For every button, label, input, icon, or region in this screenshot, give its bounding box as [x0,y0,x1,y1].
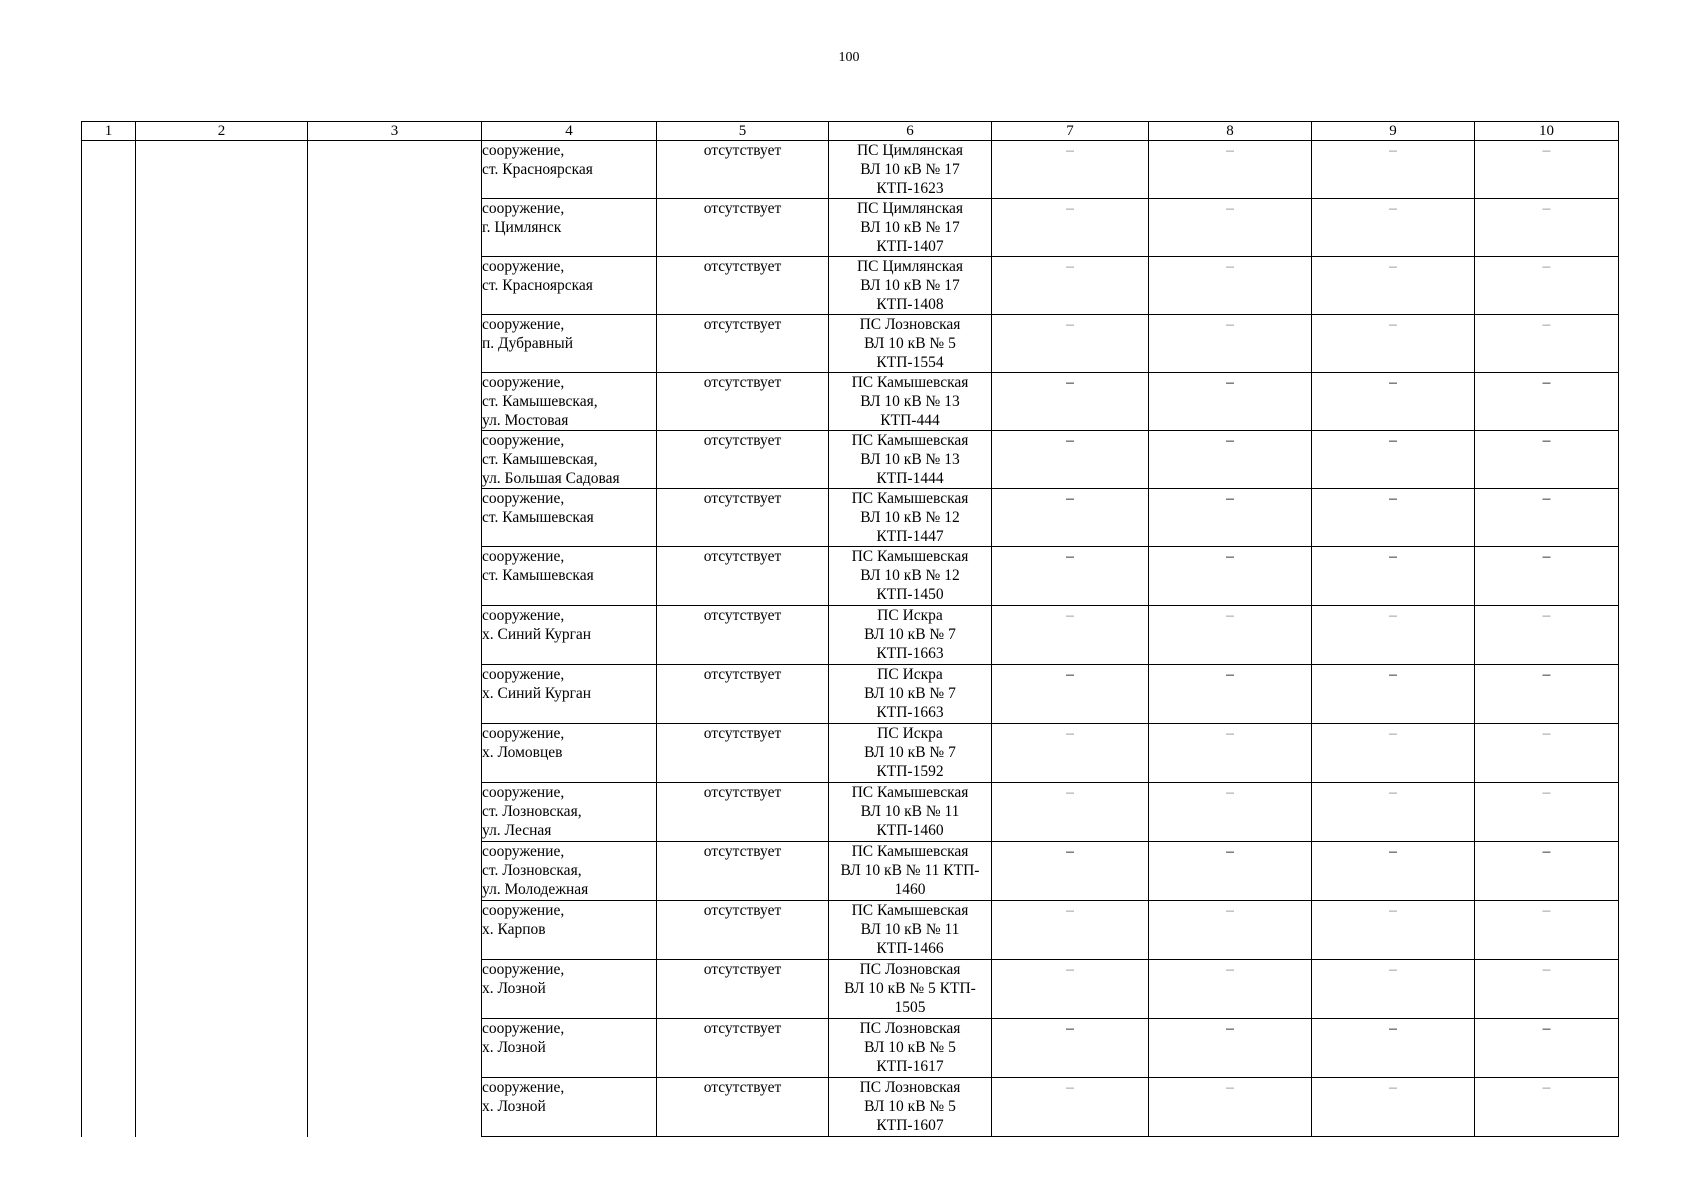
dash-cell-9: – [1312,547,1475,606]
empty-cell-1 [82,1019,136,1078]
status-cell: отсутствует [657,315,829,373]
address-line: сооружение, [482,902,565,919]
empty-cell-1 [82,141,136,199]
empty-cell-2 [136,1078,308,1137]
power-line-line1: ПС Камышевская [851,490,969,507]
address-line: х. Ломовцев [482,744,563,761]
dash-cell-10: – [1475,315,1619,373]
col-header-5: 5 [657,122,829,141]
address-cell [482,1078,657,1137]
power-line-line1: ПС Камышевская [851,374,969,391]
empty-cell-2 [136,1019,308,1078]
power-line-line2: ВЛ 10 кВ № 13 [860,451,960,468]
dash-cell-9: – [1312,724,1475,783]
dash-cell-8: – [1149,783,1312,842]
empty-cell-3 [308,489,482,547]
dash-cell-8: – [1149,842,1312,901]
table-row [82,373,1619,431]
address-line: сооружение, [482,843,565,860]
address-line: х. Синий Курган [482,626,592,643]
dash-cell-7: – [992,960,1149,1019]
power-line-line3: КТП-1617 [876,1058,944,1075]
power-line-line1: ПС Искра [877,725,943,742]
power-line-line2: ВЛ 10 кВ № 11 КТП- [840,862,980,879]
power-line-line2: ВЛ 10 кВ № 12 [860,509,960,526]
table-row [82,724,1619,783]
power-line-cell [829,606,992,665]
power-line-cell [829,901,992,960]
power-line-line3: КТП-1623 [876,180,944,197]
address-line: г. Цимлянск [482,219,562,236]
power-line-line1: ПС Цимлянская [856,258,964,275]
power-line-line2: ВЛ 10 кВ № 17 [860,277,960,294]
power-line-line2: ВЛ 10 кВ № 7 [864,744,956,761]
address-line: сооружение, [482,258,565,275]
power-line-cell [829,783,992,842]
address-line: сооружение, [482,1020,565,1037]
dash-cell-7: – [992,901,1149,960]
empty-cell-2 [136,431,308,489]
address-line: х. Карпов [482,921,546,938]
power-line-cell [829,315,992,373]
address-line: сооружение, [482,142,565,159]
col-header-1: 1 [82,122,136,141]
empty-cell-1 [82,665,136,724]
col-header-4: 4 [482,122,657,141]
power-line-cell [829,141,992,199]
empty-cell-1 [82,724,136,783]
empty-cell-2 [136,547,308,606]
address-line: ул. Большая Садовая [482,470,620,487]
power-line-line3: КТП-1444 [876,470,944,487]
status-cell: отсутствует [657,547,829,606]
address-line: ст. Красноярская [482,277,593,294]
empty-cell-1 [82,901,136,960]
power-line-line1: ПС Камышевская [851,902,969,919]
empty-cell-2 [136,842,308,901]
dash-cell-8: – [1149,960,1312,1019]
power-line-line3: КТП-1663 [876,704,944,721]
power-line-line1: ПС Камышевская [851,784,969,801]
address-line: сооружение, [482,432,565,449]
dash-cell-10: – [1475,141,1619,199]
power-line-line1: ПС Камышевская [851,432,969,449]
power-line-cell [829,724,992,783]
dash-cell-10: – [1475,960,1619,1019]
address-cell [482,842,657,901]
power-line-line2: ВЛ 10 кВ № 13 [860,393,960,410]
address-line: сооружение, [482,490,565,507]
power-line-cell [829,960,992,1019]
status-cell: отсутствует [657,960,829,1019]
dash-cell-7: – [992,783,1149,842]
dash-cell-10: – [1475,431,1619,489]
status-cell: отсутствует [657,783,829,842]
table-row [82,1019,1619,1078]
empty-cell-3 [308,606,482,665]
address-line: ул. Молодежная [482,881,589,898]
header-row [82,122,1619,141]
power-line-line1: ПС Лозновская [859,1020,961,1037]
dash-cell-8: – [1149,315,1312,373]
power-line-line2: ВЛ 10 кВ № 5 [864,1098,956,1115]
address-line: х. Синий Курган [482,685,592,702]
empty-cell-3 [308,315,482,373]
power-line-line3: КТП-1408 [876,296,944,313]
address-cell [482,489,657,547]
dash-cell-7: – [992,665,1149,724]
empty-cell-1 [82,199,136,257]
dash-cell-10: – [1475,724,1619,783]
power-line-line1: ПС Камышевская [851,548,969,565]
dash-cell-8: – [1149,547,1312,606]
address-cell [482,724,657,783]
dash-cell-8: – [1149,724,1312,783]
address-line: сооружение, [482,316,565,333]
empty-cell-1 [82,783,136,842]
power-line-line1: ПС Лозновская [859,961,961,978]
table-body [82,141,1619,1137]
dash-cell-9: – [1312,606,1475,665]
status-cell: отсутствует [657,199,829,257]
dash-cell-7: – [992,842,1149,901]
power-line-line2: ВЛ 10 кВ № 5 [864,335,956,352]
address-line: ст. Лозновская, [482,862,582,879]
address-line: х. Лозной [482,1098,546,1115]
dash-cell-10: – [1475,665,1619,724]
address-line: п. Дубравный [482,335,574,352]
power-line-cell [829,842,992,901]
address-line: ст. Камышевская [482,509,594,526]
power-line-line3: КТП-1663 [876,645,944,662]
dash-cell-7: – [992,257,1149,315]
address-cell [482,960,657,1019]
empty-cell-1 [82,606,136,665]
dash-cell-8: – [1149,1019,1312,1078]
address-cell [482,141,657,199]
address-cell [482,901,657,960]
empty-cell-3 [308,783,482,842]
address-line: ст. Лозновская, [482,803,582,820]
dash-cell-10: – [1475,489,1619,547]
power-line-line3: КТП-1607 [876,1117,944,1134]
power-line-line1: ПС Камышевская [851,843,969,860]
address-line: ст. Красноярская [482,161,593,178]
empty-cell-3 [308,960,482,1019]
dash-cell-9: – [1312,960,1475,1019]
address-line: сооружение, [482,666,565,683]
address-line: ст. Камышевская [482,567,594,584]
empty-cell-3 [308,141,482,199]
address-line: х. Лозной [482,980,546,997]
power-line-line3: КТП-1450 [876,586,944,603]
empty-cell-3 [308,431,482,489]
empty-cell-3 [308,257,482,315]
power-line-cell [829,489,992,547]
dash-cell-10: – [1475,606,1619,665]
address-line: ст. Камышевская, [482,393,598,410]
table-row [82,665,1619,724]
dash-cell-9: – [1312,783,1475,842]
power-line-line2: ВЛ 10 кВ № 5 [864,1039,956,1056]
dash-cell-8: – [1149,665,1312,724]
power-line-line1: ПС Лозновская [859,316,961,333]
status-cell: отсутствует [657,431,829,489]
dash-cell-10: – [1475,547,1619,606]
dash-cell-9: – [1312,257,1475,315]
address-line: сооружение, [482,548,565,565]
empty-cell-1 [82,842,136,901]
address-line: ул. Лесная [482,822,552,839]
power-line-line2: ВЛ 10 кВ № 17 [860,161,960,178]
table-row [82,489,1619,547]
table-row [82,257,1619,315]
dash-cell-8: – [1149,431,1312,489]
dash-cell-10: – [1475,1078,1619,1137]
power-line-cell [829,547,992,606]
empty-cell-2 [136,665,308,724]
power-line-cell [829,665,992,724]
table-row [82,842,1619,901]
power-line-line3: КТП-1554 [876,354,944,371]
power-line-cell [829,199,992,257]
dash-cell-7: – [992,1019,1149,1078]
empty-cell-2 [136,373,308,431]
empty-cell-1 [82,1078,136,1137]
address-line: сооружение, [482,784,565,801]
address-line: сооружение, [482,725,565,742]
dash-cell-8: – [1149,373,1312,431]
dash-cell-9: – [1312,373,1475,431]
dash-cell-8: – [1149,606,1312,665]
address-line: сооружение, [482,1079,565,1096]
power-line-line3: 1505 [894,999,926,1016]
power-line-line2: ВЛ 10 кВ № 11 [860,803,960,820]
dash-cell-7: – [992,489,1149,547]
table-row [82,960,1619,1019]
dash-cell-8: – [1149,901,1312,960]
status-cell: отсутствует [657,606,829,665]
empty-cell-3 [308,373,482,431]
empty-cell-2 [136,606,308,665]
table-row [82,901,1619,960]
empty-cell-3 [308,1078,482,1137]
status-cell: отсутствует [657,1078,829,1137]
address-cell [482,257,657,315]
dash-cell-10: – [1475,373,1619,431]
dash-cell-9: – [1312,431,1475,489]
dash-cell-10: – [1475,1019,1619,1078]
power-line-line3: КТП-1460 [876,822,944,839]
address-line: сооружение, [482,200,565,217]
table-row [82,141,1619,199]
status-cell: отсутствует [657,373,829,431]
empty-cell-2 [136,783,308,842]
status-cell: отсутствует [657,724,829,783]
empty-cell-2 [136,901,308,960]
address-cell [482,1019,657,1078]
table-row [82,315,1619,373]
address-cell [482,665,657,724]
power-line-line1: ПС Искра [877,607,943,624]
status-cell: отсутствует [657,257,829,315]
dash-cell-9: – [1312,842,1475,901]
power-line-line2: ВЛ 10 кВ № 7 [864,685,956,702]
col-header-10: 10 [1475,122,1619,141]
status-cell: отсутствует [657,842,829,901]
address-line: сооружение, [482,961,565,978]
power-line-cell [829,257,992,315]
dash-cell-9: – [1312,901,1475,960]
power-line-line2: ВЛ 10 кВ № 7 [864,626,956,643]
dash-cell-10: – [1475,199,1619,257]
dash-cell-7: – [992,547,1149,606]
dash-cell-7: – [992,199,1149,257]
power-line-line2: ВЛ 10 кВ № 17 [860,219,960,236]
dash-cell-8: – [1149,257,1312,315]
dash-cell-7: – [992,431,1149,489]
empty-cell-2 [136,141,308,199]
address-cell [482,431,657,489]
empty-cell-1 [82,373,136,431]
col-header-3: 3 [308,122,482,141]
empty-cell-2 [136,315,308,373]
dash-cell-9: – [1312,489,1475,547]
dash-cell-10: – [1475,257,1619,315]
dash-cell-9: – [1312,1078,1475,1137]
dash-cell-7: – [992,373,1149,431]
address-cell [482,783,657,842]
address-line: ул. Мостовая [482,412,569,429]
dash-cell-9: – [1312,141,1475,199]
dash-cell-9: – [1312,315,1475,373]
power-line-cell [829,1078,992,1137]
dash-cell-10: – [1475,783,1619,842]
table-row [82,1078,1619,1137]
dash-cell-9: – [1312,199,1475,257]
power-line-line3: КТП-444 [880,412,940,429]
empty-cell-3 [308,901,482,960]
page-number: 100 [838,50,860,65]
address-cell [482,606,657,665]
col-header-6: 6 [829,122,992,141]
power-line-line3: КТП-1592 [876,763,944,780]
empty-cell-2 [136,724,308,783]
empty-cell-2 [136,960,308,1019]
empty-cell-2 [136,257,308,315]
power-line-line1: ПС Лозновская [859,1079,961,1096]
power-line-line1: ПС Цимлянская [856,200,964,217]
power-line-line3: КТП-1447 [876,528,944,545]
col-header-7: 7 [992,122,1149,141]
address-line: сооружение, [482,607,565,624]
dash-cell-7: – [992,141,1149,199]
dash-cell-7: – [992,606,1149,665]
table-row [82,431,1619,489]
power-line-cell [829,431,992,489]
empty-cell-1 [82,547,136,606]
power-line-line2: ВЛ 10 кВ № 12 [860,567,960,584]
address-cell [482,315,657,373]
address-line: сооружение, [482,374,565,391]
address-line: ст. Камышевская, [482,451,598,468]
power-line-line3: 1460 [894,881,926,898]
table-row [82,606,1619,665]
dash-cell-8: – [1149,199,1312,257]
dash-cell-8: – [1149,489,1312,547]
dash-cell-10: – [1475,842,1619,901]
registry-table [81,121,1619,1137]
empty-cell-1 [82,960,136,1019]
dash-cell-8: – [1149,141,1312,199]
empty-cell-1 [82,257,136,315]
table-row [82,783,1619,842]
col-header-8: 8 [1149,122,1312,141]
address-cell [482,373,657,431]
empty-cell-1 [82,315,136,373]
table-row [82,547,1619,606]
dash-cell-9: – [1312,1019,1475,1078]
power-line-line2: ВЛ 10 кВ № 5 КТП- [844,980,976,997]
col-header-2: 2 [136,122,308,141]
status-cell: отсутствует [657,665,829,724]
col-header-9: 9 [1312,122,1475,141]
table-row [82,199,1619,257]
power-line-line3: КТП-1466 [876,940,944,957]
power-line-line3: КТП-1407 [876,238,944,255]
empty-cell-2 [136,199,308,257]
dash-cell-7: – [992,1078,1149,1137]
empty-cell-3 [308,665,482,724]
power-line-line1: ПС Искра [877,666,943,683]
empty-cell-3 [308,1019,482,1078]
status-cell: отсутствует [657,1019,829,1078]
dash-cell-7: – [992,724,1149,783]
dash-cell-9: – [1312,665,1475,724]
status-cell: отсутствует [657,489,829,547]
empty-cell-3 [308,842,482,901]
power-line-line1: ПС Цимлянская [856,142,964,159]
empty-cell-2 [136,489,308,547]
address-line: х. Лозной [482,1039,546,1056]
address-cell [482,199,657,257]
status-cell: отсутствует [657,901,829,960]
empty-cell-3 [308,199,482,257]
empty-cell-1 [82,431,136,489]
dash-cell-10: – [1475,901,1619,960]
dash-cell-7: – [992,315,1149,373]
status-cell: отсутствует [657,141,829,199]
power-line-cell [829,373,992,431]
empty-cell-1 [82,489,136,547]
power-line-cell [829,1019,992,1078]
dash-cell-8: – [1149,1078,1312,1137]
power-line-line2: ВЛ 10 кВ № 11 [860,921,960,938]
address-cell [482,547,657,606]
empty-cell-3 [308,724,482,783]
empty-cell-3 [308,547,482,606]
